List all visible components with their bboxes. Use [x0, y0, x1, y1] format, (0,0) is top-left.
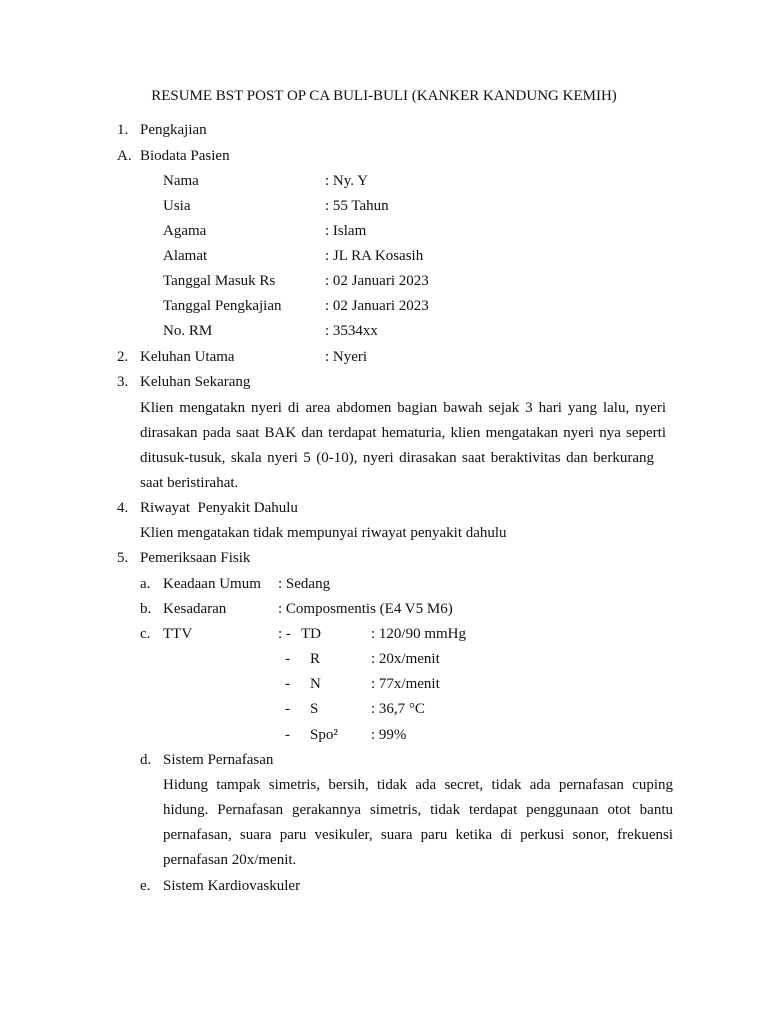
biodata-value: : 3534xx	[325, 323, 378, 339]
section-4-label: Riwayat Penyakit Dahulu	[140, 500, 298, 516]
vitals-lead: : -	[278, 626, 291, 642]
biodata-label: Nama	[163, 173, 199, 189]
section-3-number: 3.	[117, 374, 129, 390]
biodata-label: Tanggal Pengkajian	[163, 298, 282, 314]
subsection-c-number: c.	[140, 626, 151, 642]
vital-value: : 20x/menit	[371, 651, 440, 667]
section-5-label: Pemeriksaan Fisik	[140, 550, 251, 566]
section-a-label: Biodata Pasien	[140, 148, 230, 164]
paragraph-line: Klien mengatakan tidak mempunyai riwayat penyakit dahulu	[140, 525, 507, 541]
subsection-e-label: Sistem Kardiovaskuler	[163, 878, 301, 894]
subsection-d-label: Sistem Pernafasan	[163, 752, 274, 768]
vital-name: S	[310, 701, 319, 717]
vital-name: Spo²	[310, 727, 338, 743]
section-1-number: 1.	[117, 122, 129, 138]
biodata-label: Agama	[163, 223, 207, 239]
subsection-d-number: d.	[140, 752, 152, 768]
section-2-number: 2.	[117, 349, 129, 365]
biodata-value: : 55 Tahun	[325, 198, 389, 214]
section-3-label: Keluhan Sekarang	[140, 374, 251, 390]
subsection-b-label: Kesadaran	[163, 601, 227, 617]
paragraph-line: saat beristirahat.	[140, 475, 239, 491]
section-1-label: Pengkajian	[140, 122, 207, 138]
vital-name: TD	[301, 626, 321, 642]
section-2-value: : Nyeri	[325, 349, 368, 365]
section-5-number: 5.	[117, 550, 129, 566]
vital-dash: -	[285, 676, 290, 692]
vital-value: : 120/90 mmHg	[371, 626, 467, 642]
vital-value: : 36,7 °C	[371, 701, 425, 717]
vital-value: : 77x/menit	[371, 676, 440, 692]
biodata-value: : 02 Januari 2023	[325, 298, 429, 314]
biodata-label: Usia	[163, 198, 191, 214]
vital-name: N	[310, 676, 321, 692]
document-title: RESUME BST POST OP CA BULI-BULI (KANKER KANDUNG KEMIH)	[151, 88, 617, 104]
vital-dash: -	[285, 651, 290, 667]
paragraph-line: hidung. Pernafasan gerakannya simetris, tidak terdapat penggunaan otot bantu	[163, 802, 673, 818]
section-a-number: A.	[117, 148, 132, 164]
subsection-a-label: Keadaan Umum	[163, 576, 261, 592]
subsection-e-number: e.	[140, 878, 151, 894]
vital-value: : 99%	[371, 727, 407, 743]
biodata-label: Alamat	[163, 248, 208, 264]
subsection-a-value: : Sedang	[278, 576, 331, 592]
section-4-number: 4.	[117, 500, 129, 516]
vital-dash: -	[285, 701, 290, 717]
paragraph-line: ditusuk-tusuk, skala nyeri 5 (0-10), nyeri dirasakan saat beraktivitas dan berkurang	[140, 450, 654, 466]
biodata-value: : Ny. Y	[325, 173, 369, 189]
paragraph-line: pernafasan, suara paru vesikuler, suara paru ketika di perkusi sonor, frekuensi	[163, 827, 673, 843]
subsection-b-value: : Composmentis (E4 V5 M6)	[278, 601, 453, 617]
vital-dash: -	[285, 727, 290, 743]
paragraph-line: pernafasan 20x/menit.	[163, 852, 297, 868]
paragraph-line: Klien mengatakn nyeri di area abdomen bagian bawah sejak 3 hari yang lalu, nyeri	[140, 400, 666, 416]
biodata-value: : 02 Januari 2023	[325, 273, 429, 289]
paragraph-line: Hidung tampak simetris, bersih, tidak ada secret, tidak ada pernafasan cuping	[163, 777, 673, 793]
biodata-label: No. RM	[163, 323, 213, 339]
biodata-label: Tanggal Masuk Rs	[163, 273, 276, 289]
biodata-value: : JL RA Kosasih	[325, 248, 424, 264]
subsection-c-label: TTV	[163, 626, 193, 642]
vital-name: R	[310, 651, 321, 667]
subsection-a-number: a.	[140, 576, 151, 592]
section-2-label: Keluhan Utama	[140, 349, 235, 365]
paragraph-line: dirasakan pada saat BAK dan terdapat hematuria, klien mengatakan nyeri nya seperti	[140, 425, 666, 441]
subsection-b-number: b.	[140, 601, 152, 617]
biodata-value: : Islam	[325, 223, 367, 239]
